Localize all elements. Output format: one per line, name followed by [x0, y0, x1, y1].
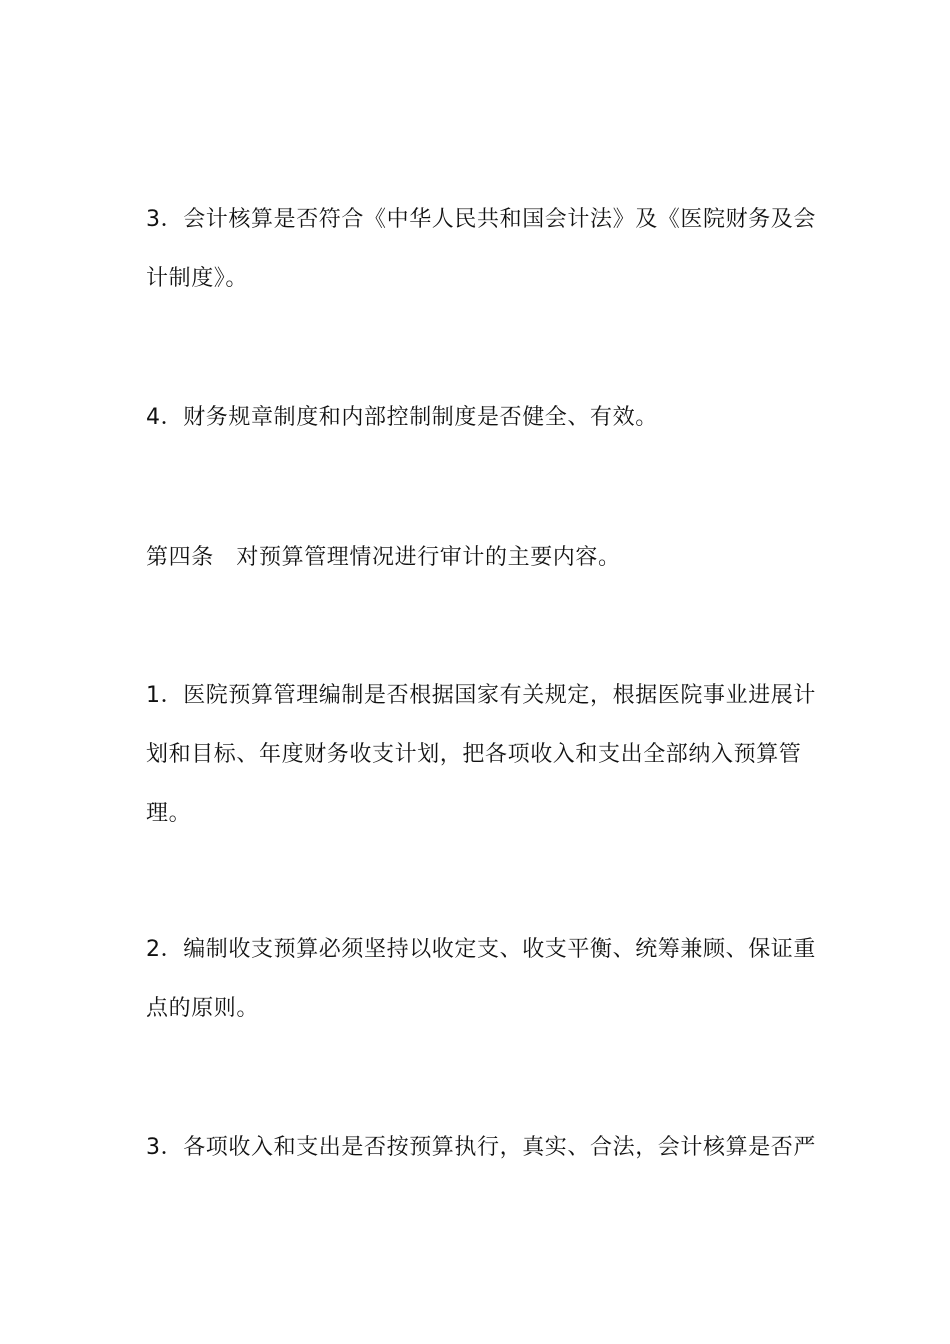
paragraph-line: 4．财务规章制度和内部控制制度是否健全、有效。	[146, 405, 658, 430]
paragraph-line: 第四条 对预算管理情况进行审计的主要内容。	[146, 545, 621, 570]
paragraph-line: 3．各项收入和支出是否按预算执行，真实、合法，会计核算是否严	[146, 1135, 816, 1160]
paragraph-line: 1．医院预算管理编制是否根据国家有关规定，根据医院事业进展计	[146, 683, 816, 708]
paragraph-item-3-accounting	[146, 190, 816, 308]
paragraph-item-2-budget-principles	[146, 920, 816, 1038]
paragraph-item-4-regulations	[146, 388, 808, 447]
paragraph-line: 2．编制收支预算必须坚持以收定支、收支平衡、统筹兼顾、保证重	[146, 937, 816, 962]
paragraph-line: 计制度》。	[146, 266, 249, 291]
paragraph-item-1-budget-compilation	[146, 666, 816, 843]
article-4-heading	[146, 528, 808, 587]
paragraph-item-3-budget-execution	[146, 1118, 816, 1177]
paragraph-line: 划和目标、年度财务收支计划，把各项收入和支出全部纳入预算管	[146, 742, 802, 767]
paragraph-line: 点的原则。	[146, 996, 260, 1021]
paragraph-line: 3．会计核算是否符合《中华人民共和国会计法》及《医院财务及会	[146, 207, 816, 232]
paragraph-line: 理。	[146, 801, 192, 826]
